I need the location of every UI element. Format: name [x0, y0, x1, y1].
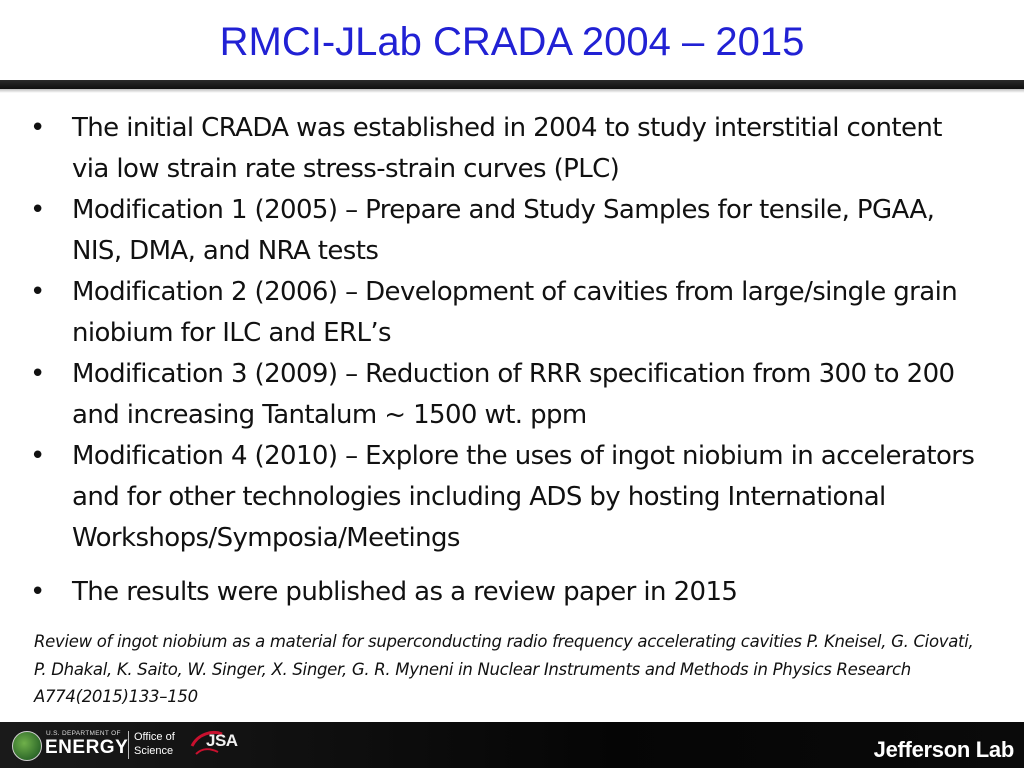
jefferson-lab-logo: Jefferson Lab	[873, 737, 1014, 762]
bullet-text: The results were published as a review paper in 2015	[72, 577, 738, 607]
bullet-dot-icon: •	[30, 113, 45, 143]
bullet-text: Modification 1 (2005) – Prepare and Study Samples for tensile, PGAA, NIS, DMA, and NRA tests	[72, 195, 935, 266]
title-area	[0, 0, 1024, 80]
bullet-dot-icon: •	[30, 277, 45, 307]
bullet-item-initial-crada	[0, 108, 1024, 190]
jsa-logo-text: JSA	[206, 731, 238, 750]
bullet-text: The initial CRADA was established in 2004 to study interstitial content via low strain rate stress-strain curves (PLC)	[72, 113, 942, 184]
title-divider-shadow	[0, 89, 1024, 93]
bullet-dot-icon: •	[30, 441, 45, 471]
bullet-dot-icon: •	[30, 195, 45, 225]
bullet-item-modification-3	[0, 354, 1024, 436]
science-label: Science	[134, 745, 174, 757]
bullet-text: Modification 4 (2010) – Explore the uses of ingot niobium in accelerators and for other technologies including ADS by hosting International Workshops/Symposia/Meetings	[72, 441, 975, 553]
office-of-label: Office of	[134, 731, 175, 743]
bullet-item-modification-2	[0, 272, 1024, 354]
bullet-dot-icon: •	[30, 359, 45, 389]
title-divider-bar	[0, 80, 1024, 89]
bullet-text: Modification 2 (2006) – Development of cavities from large/single grain niobium for ILC and ERL’s	[72, 277, 958, 348]
slide-title: RMCI-JLab CRADA 2004 – 2015	[219, 20, 805, 64]
doe-seal-icon	[12, 731, 42, 761]
footer-divider	[128, 731, 129, 759]
doe-department-label: U.S. DEPARTMENT OF	[46, 730, 121, 737]
bullet-list	[0, 108, 1024, 613]
citation-text: Review of ingot niobium as a material for superconducting radio frequency accelerating cavities P. Kneisel, G. Ciovati, P. Dhakal, K. Saito, W. Singer, X. Singer, G. R. Myneni in Nuclear Instruments and Methods in Physics Research A774(2015)133–150	[34, 632, 974, 706]
doe-energy-logo: ENERGY	[45, 737, 129, 758]
bullet-text: Modification 3 (2009) – Reduction of RRR specification from 300 to 200 and increasing Tantalum ~ 1500 wt. ppm	[72, 359, 955, 430]
bullet-item-modification-1	[0, 190, 1024, 272]
bullet-item-modification-4	[0, 436, 1024, 559]
bullet-item-results	[0, 572, 1024, 613]
bullet-dot-icon: •	[30, 577, 45, 607]
